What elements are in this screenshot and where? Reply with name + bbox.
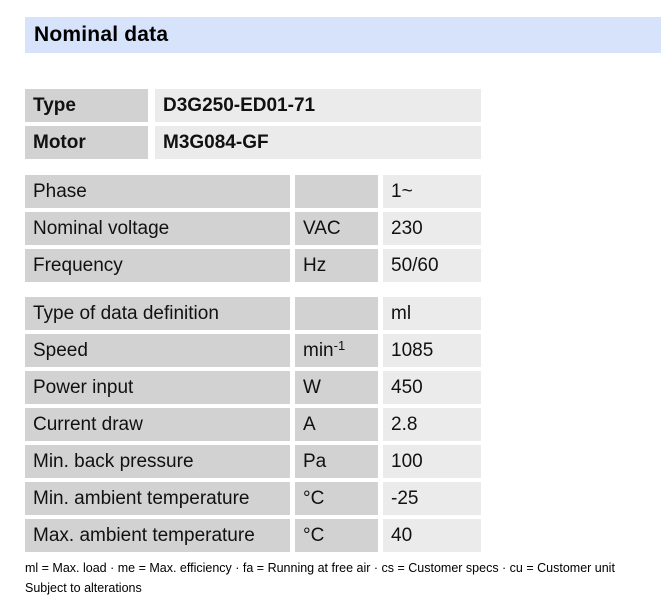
abbreviation-legend: ml = Max. load · me = Max. efficiency · fa = Running at free air · cs = Customer specs · cu = Customer unit [25, 561, 615, 575]
row-unit: min $^{-1}$ [295, 334, 378, 367]
row-unit: W [295, 371, 378, 404]
row-value: 40 [383, 519, 481, 552]
row-label: Max. ambient temperature [25, 519, 290, 552]
row-speed [25, 334, 481, 367]
alterations-note: Subject to alterations [25, 581, 142, 595]
row-value: M3G084-GF [155, 126, 481, 159]
row-type-of-data-definition [25, 297, 481, 330]
row-power-input [25, 371, 481, 404]
section-title-bar [25, 17, 661, 53]
row-label: Min. back pressure [25, 445, 290, 478]
row-min-ambient-temperature [25, 482, 481, 515]
row-label: Phase [25, 175, 290, 208]
row-type [25, 89, 481, 122]
row-value: 1085 [383, 334, 481, 367]
row-value: -25 [383, 482, 481, 515]
row-value: 2.8 [383, 408, 481, 441]
performance-data-table [25, 297, 481, 556]
row-motor [25, 126, 481, 159]
footnotes [25, 558, 657, 598]
row-unit: °C [295, 519, 378, 552]
row-label: Min. ambient temperature [25, 482, 290, 515]
row-unit: °C [295, 482, 378, 515]
row-value: D3G250-ED01-71 [155, 89, 481, 122]
electrical-data-table [25, 175, 481, 286]
row-unit [295, 175, 378, 208]
page-title: Nominal data [34, 23, 169, 46]
row-value: ml [383, 297, 481, 330]
row-unit: Hz [295, 249, 378, 282]
row-unit [295, 297, 378, 330]
row-unit: A [295, 408, 378, 441]
row-unit: VAC [295, 212, 378, 245]
row-label: Current draw [25, 408, 290, 441]
row-nominal-voltage [25, 212, 481, 245]
row-value: 50/60 [383, 249, 481, 282]
row-label: Type of data definition [25, 297, 290, 330]
row-label: Motor [25, 126, 148, 159]
row-unit: Pa [295, 445, 378, 478]
row-value: 450 [383, 371, 481, 404]
row-value: 100 [383, 445, 481, 478]
row-label: Power input [25, 371, 290, 404]
row-label: Type [25, 89, 148, 122]
row-max-ambient-temperature [25, 519, 481, 552]
row-min-back-pressure [25, 445, 481, 478]
type-motor-table [25, 89, 481, 163]
row-frequency [25, 249, 481, 282]
row-value: 230 [383, 212, 481, 245]
row-label: Nominal voltage [25, 212, 290, 245]
row-phase [25, 175, 481, 208]
row-label: Speed [25, 334, 290, 367]
row-current-draw [25, 408, 481, 441]
row-value: 1~ [383, 175, 481, 208]
row-label: Frequency [25, 249, 290, 282]
